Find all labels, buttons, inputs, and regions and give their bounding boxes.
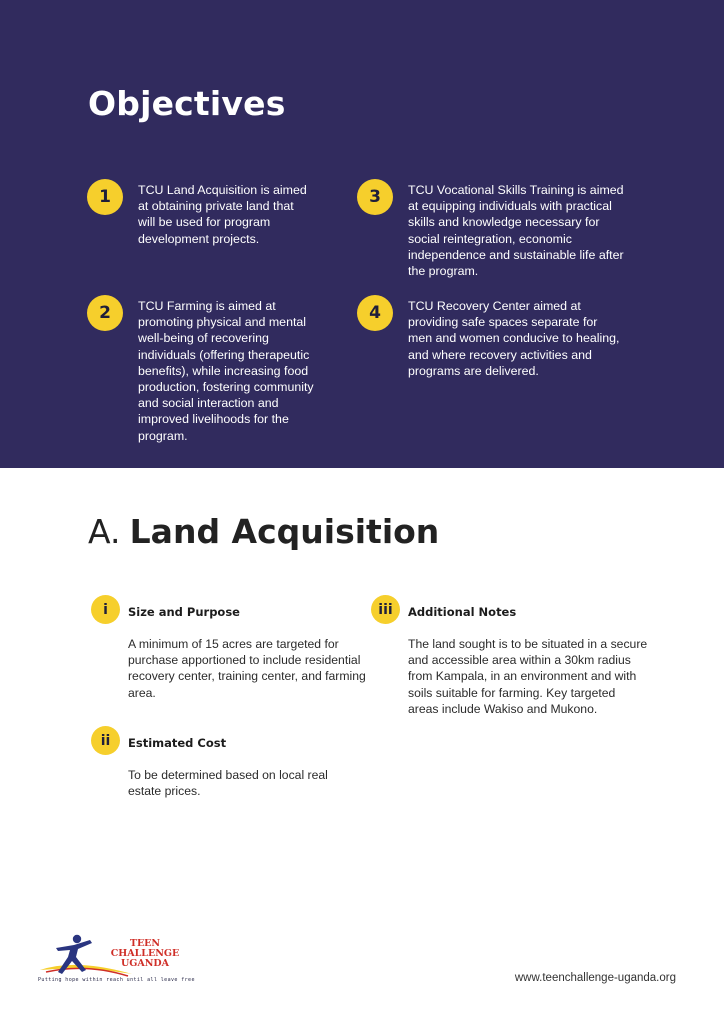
section-letter: A.: [88, 512, 121, 551]
land-acquisition-item: [378, 601, 648, 717]
objective-number-badge: 4: [357, 295, 393, 331]
website-url: www.teenchallenge-uganda.org: [514, 972, 676, 984]
roman-numeral-badge: i: [91, 595, 120, 624]
land-acquisition-item: [103, 601, 368, 701]
item-body: To be determined based on local real estate prices.: [128, 768, 328, 799]
objective-text: TCU Farming is aimed at promoting physical and mental well-being of recovering individuals (offering therapeutic benefits), while increasing food production, fostering community and social interaction and improved livelihoods for the program.: [138, 299, 314, 443]
objective-item: [369, 298, 624, 379]
roman-numeral-badge: iii: [371, 595, 400, 624]
logo-line-2: UGANDA: [120, 958, 170, 969]
objectives-title: Objectives: [88, 84, 286, 123]
objective-item: [99, 182, 310, 247]
objective-number-badge: 1: [87, 179, 123, 215]
logo-text: [94, 939, 196, 969]
objective-item: [369, 182, 628, 279]
objective-item: [99, 298, 330, 444]
objective-text: TCU Land Acquisition is aimed at obtaining private land that will be used for program development projects.: [138, 183, 307, 246]
item-heading: Estimated Cost: [128, 736, 227, 750]
land-acquisition-item: [100, 732, 348, 799]
objective-text: TCU Recovery Center aimed at providing safe spaces separate for men and women conducive to healing, and where recovery activities and programs are delivered.: [408, 299, 620, 378]
item-heading: Size and Purpose: [128, 605, 240, 619]
teen-challenge-logo: [36, 930, 196, 990]
section-title-text: Land Acquisition: [129, 512, 440, 551]
item-body: The land sought is to be situated in a secure and accessible area within a 30km radius from Kampala, in an environment and with soils suitable for farming. Key targeted areas include Wakiso and Mukono.: [408, 637, 648, 716]
objective-number-badge: 3: [357, 179, 393, 215]
item-body: A minimum of 15 acres are targeted for purchase apportioned to include residential recovery center, training center, and farming area.: [128, 637, 366, 700]
item-heading: Additional Notes: [408, 605, 517, 619]
objectives-section: [0, 0, 724, 468]
objective-text: TCU Vocational Skills Training is aimed at equipping individuals with practical skills and knowledge necessary for social reintegration, economic independence and sustainable life after the program.: [408, 183, 624, 279]
logo-line-1: TEEN CHALLENGE: [110, 938, 180, 959]
objective-number-badge: 2: [87, 295, 123, 331]
logo-tagline: Putting hope within reach until all leave free: [38, 977, 195, 983]
land-acquisition-title: [88, 512, 439, 551]
roman-numeral-badge: ii: [91, 726, 120, 755]
